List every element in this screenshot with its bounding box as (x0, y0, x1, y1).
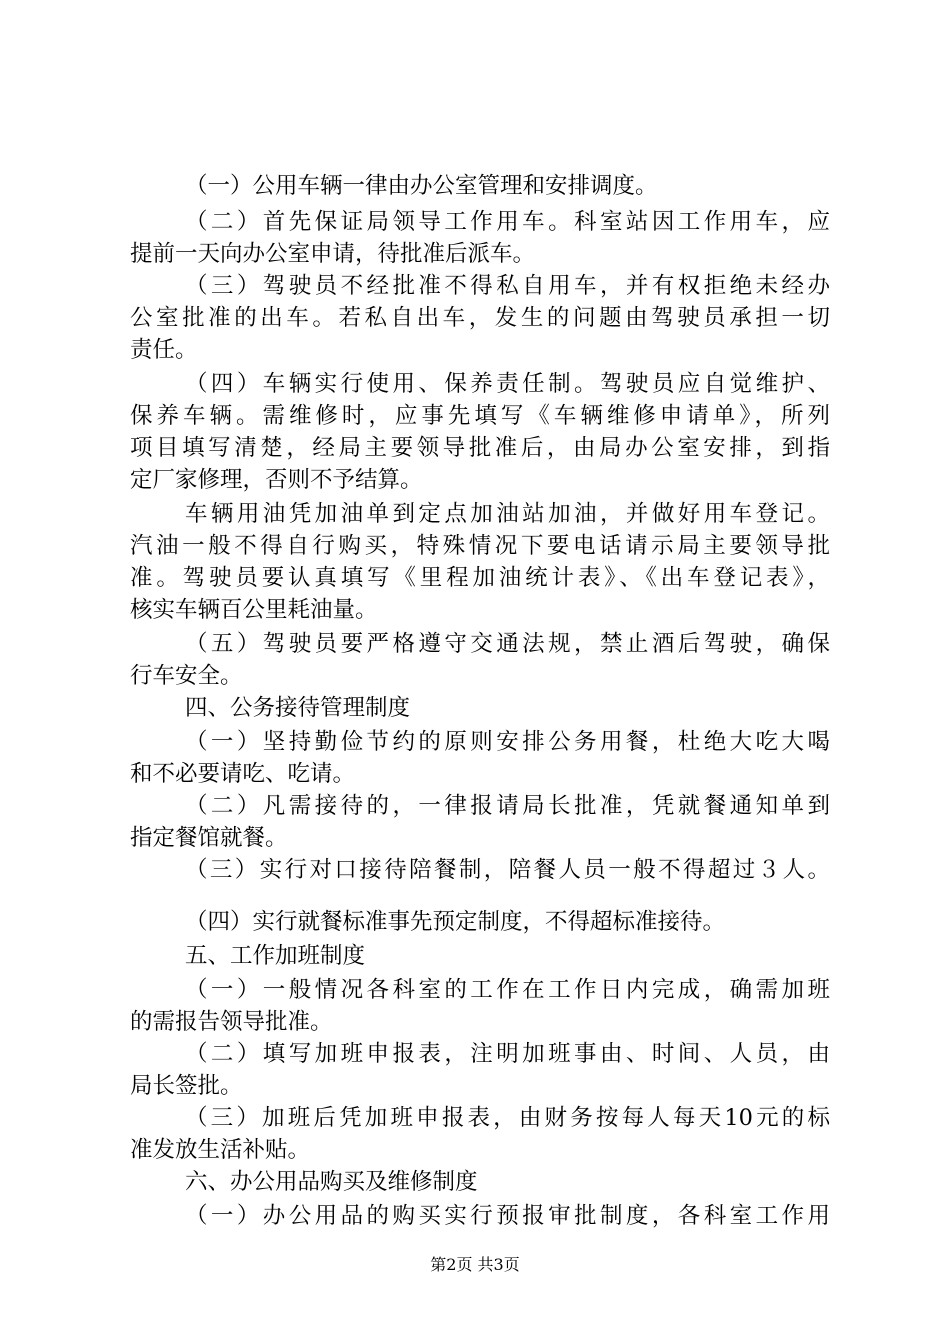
text-line: （五）驾驶员要严格遵守交通法规，禁止酒后驾驶，确保 (185, 631, 830, 657)
text-line: （一）办公用品的购买实行预报审批制度，各科室工作用 (185, 1203, 830, 1229)
page-number-footer: 第2页 共3页 (430, 1255, 520, 1274)
section-heading: 六、办公用品购买及维修制度 (185, 1169, 478, 1195)
text-line: 保养车辆。需维修时，应事先填写《车辆维修申请单》，所列 (130, 403, 830, 429)
text-line: 责任。 (130, 337, 198, 363)
text-line: （三）驾驶员不经批准不得私自用车，并有权拒绝未经办 (185, 273, 830, 299)
text-line: 定厂家修理，否则不予结算。 (130, 467, 423, 493)
text-line: （一）坚持勤俭节约的原则安排公务用餐，杜绝大吃大喝 (185, 729, 830, 755)
text-line: 准。驾驶员要认真填写《里程加油统计表》、《出车登记表》， (130, 565, 830, 591)
text-line: 提前一天向办公室申请，待批准后派车。 (130, 241, 536, 267)
text-line: 准发放生活补贴。 (130, 1137, 311, 1163)
text-line: 行车安全。 (130, 663, 243, 689)
text-line: 指定餐馆就餐。 (130, 825, 288, 851)
text-line: （二）首先保证局领导工作用车。科室站因工作用车，应 (185, 209, 830, 235)
text-line: （二）填写加班申报表，注明加班事由、时间、人员，由 (185, 1041, 830, 1067)
text-line: （四）车辆实行使用、保养责任制。驾驶员应自觉维护、 (185, 371, 830, 397)
text-line: 的需报告领导批准。 (130, 1009, 333, 1035)
text-line: 车辆用油凭加油单到定点加油站加油，并做好用车登记。 (185, 501, 830, 527)
text-line: （三）实行对口接待陪餐制，陪餐人员一般不得超过３人。 (185, 857, 830, 883)
text-line: 公室批准的出车。若私自出车，发生的问题由驾驶员承担一切 (130, 305, 830, 331)
text-line: 和不必要请吃、吃请。 (130, 761, 356, 787)
text-line: 汽油一般不得自行购买，特殊情况下要电话请示局主要领导批 (130, 533, 830, 559)
text-line: 核实车辆百公里耗油量。 (130, 597, 378, 623)
text-line: （四）实行就餐标准事先预定制度，不得超标准接待。 (185, 909, 726, 935)
section-heading: 四、公务接待管理制度 (185, 695, 411, 721)
text-line: （一）一般情况各科室的工作在工作日内完成，确需加班 (185, 977, 830, 1003)
section-heading: 五、工作加班制度 (185, 943, 366, 969)
text-line: 局长签批。 (130, 1073, 243, 1099)
text-line: （三）加班后凭加班申报表，由财务按每人每天10元的标 (185, 1105, 830, 1131)
text-line: （二）凡需接待的，一律报请局长批准，凭就餐通知单到 (185, 793, 830, 819)
text-line: （一）公用车辆一律由办公室管理和安排调度。 (185, 173, 658, 199)
text-line: 项目填写清楚，经局主要领导批准后，由局办公室安排，到指 (130, 435, 830, 461)
